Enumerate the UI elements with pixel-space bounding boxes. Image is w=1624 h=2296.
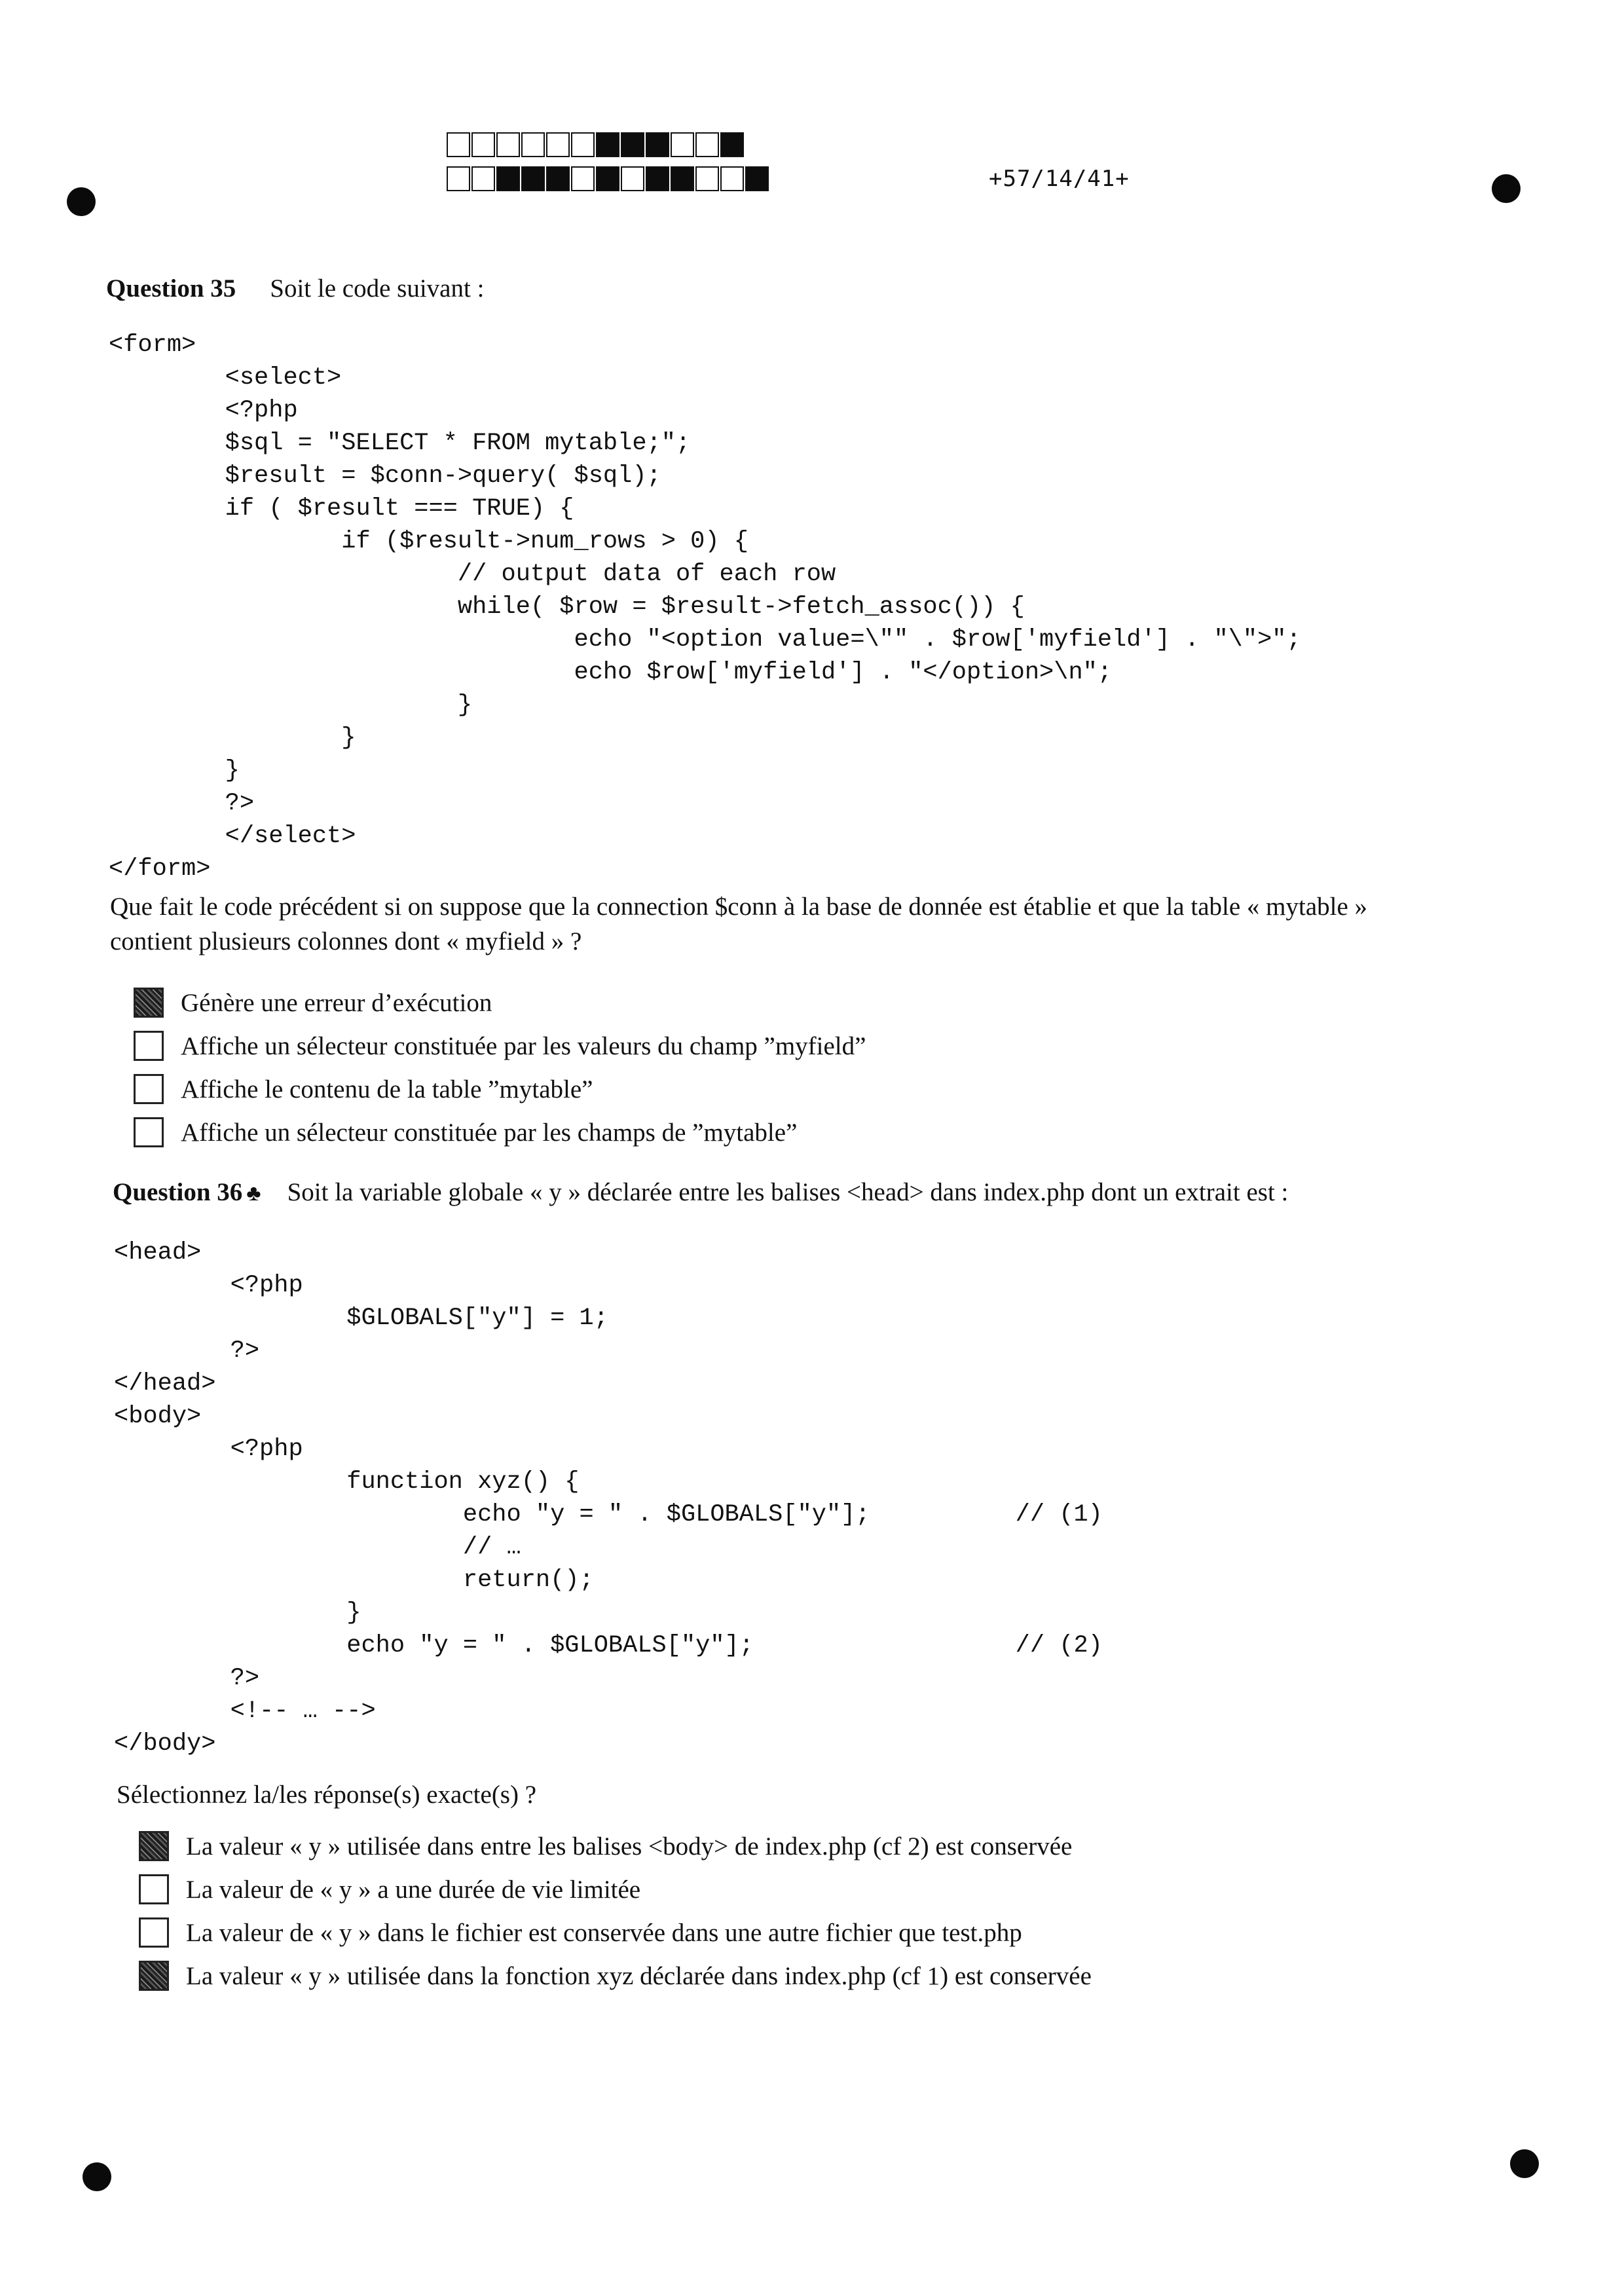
barcode-cell (571, 166, 595, 191)
barcode-cell (471, 166, 495, 191)
code-block-q36: <head> <?php $GLOBALS["y"] = 1; ?> </head> <body> <?php function xyz() { echo "y = " . $GLOBALS["y"]; // (1) // … return(); } echo "y = " . $GLOBALS["y"]; // (2) ?> <!-- … --> </body> (114, 1239, 1103, 1758)
barcode-cell (596, 166, 619, 191)
answer-checkbox[interactable] (134, 1074, 164, 1104)
registration-mark-bottom-right (1510, 2149, 1539, 2178)
club-icon: ♣ (246, 1181, 261, 1206)
barcode-cell (496, 132, 520, 157)
answer-option[interactable] (139, 1831, 1072, 1861)
answer-label: La valeur de « y » a une durée de vie limitée (186, 1875, 641, 1904)
answer-option[interactable] (139, 1961, 1092, 1991)
barcode-cell (646, 132, 669, 157)
barcode-cell (695, 132, 719, 157)
barcode-top (447, 132, 745, 158)
answer-label: La valeur « y » utilisée dans entre les balises <body> de index.php (cf 2) est conservée (186, 1832, 1073, 1861)
barcode-cell (646, 166, 669, 191)
answer-checkbox[interactable] (139, 1831, 169, 1861)
answer-option[interactable] (134, 988, 492, 1018)
question-36-title (113, 1177, 1288, 1207)
answer-checkbox[interactable] (139, 1874, 169, 1904)
answer-checkbox[interactable] (139, 1917, 169, 1948)
sheet-code: +57/14/41+ (989, 166, 1130, 192)
question-line-2: contient plusieurs colonnes dont « myfield » ? (110, 927, 582, 955)
answer-label: Affiche un sélecteur constituée par les champs de ”mytable” (181, 1118, 798, 1147)
question-intro: Soit le code suivant : (270, 274, 485, 303)
question-intro: Soit la variable globale « y » déclarée entre les balises <head> dans index.php dont un extrait est : (287, 1178, 1289, 1206)
answer-option[interactable] (139, 1874, 640, 1904)
barcode-cell (496, 166, 520, 191)
question-number: Question 36 (113, 1178, 243, 1206)
answer-label: La valeur de « y » dans le fichier est conservée dans une autre fichier que test.php (186, 1918, 1022, 1947)
barcode-cell (720, 166, 744, 191)
answer-option[interactable] (134, 1074, 593, 1104)
answer-label: Affiche le contenu de la table ”mytable” (181, 1075, 593, 1103)
answer-checkbox[interactable] (139, 1961, 169, 1991)
answer-checkbox[interactable] (134, 1117, 164, 1147)
barcode-cell (447, 166, 470, 191)
answer-label: Génère une erreur d’exécution (181, 988, 492, 1017)
registration-mark-top-right (1492, 174, 1521, 203)
barcode-cell (621, 132, 644, 157)
answer-option[interactable] (134, 1031, 866, 1061)
answer-option[interactable] (139, 1917, 1022, 1948)
question-35-text (110, 889, 1367, 959)
barcode-cell (596, 132, 619, 157)
barcode-cell (745, 166, 769, 191)
answer-checkbox[interactable] (134, 988, 164, 1018)
code-block-q35: <form> <select> <?php $sql = "SELECT * FROM mytable;"; $result = $conn->query( $sql); if ( $result === TRUE) { if ($result->num_rows > 0) { // output data of each row while( $row = $result->fetch_assoc()) { echo "<option value=\"" . $row['myfield'] . "\">"; echo $row['myfield'] . "</option>\n"; } } } ?> </select> </form> (109, 331, 1301, 883)
barcode-cell (571, 132, 595, 157)
barcode-cell (671, 132, 694, 157)
barcode-cell (621, 166, 644, 191)
answer-label: Affiche un sélecteur constituée par les valeurs du champ ”myfield” (181, 1031, 866, 1060)
barcode-cell (695, 166, 719, 191)
barcode-cell (671, 166, 694, 191)
question-36-text: Sélectionnez la/les réponse(s) exacte(s) ? (117, 1781, 537, 1809)
answer-checkbox[interactable] (134, 1031, 164, 1061)
answer-option[interactable] (134, 1117, 797, 1147)
barcode-cell (521, 132, 545, 157)
barcode-cell (521, 166, 545, 191)
registration-mark-bottom-left (83, 2162, 111, 2191)
question-35-title (106, 274, 484, 303)
barcode-cell (546, 166, 570, 191)
barcode-cell (447, 132, 470, 157)
question-line-1: Que fait le code précédent si on suppose que la connection $conn à la base de donnée est établie et que la table « mytable » (110, 893, 1368, 921)
registration-mark-top-left (67, 187, 96, 216)
barcode-cell (546, 132, 570, 157)
barcode-cell (471, 132, 495, 157)
question-number: Question 35 (106, 274, 236, 303)
answer-label: La valeur « y » utilisée dans la fonction xyz déclarée dans index.php (cf 1) est conservée (186, 1961, 1092, 1990)
barcode-cell (720, 132, 744, 157)
barcode-bottom (447, 166, 770, 193)
